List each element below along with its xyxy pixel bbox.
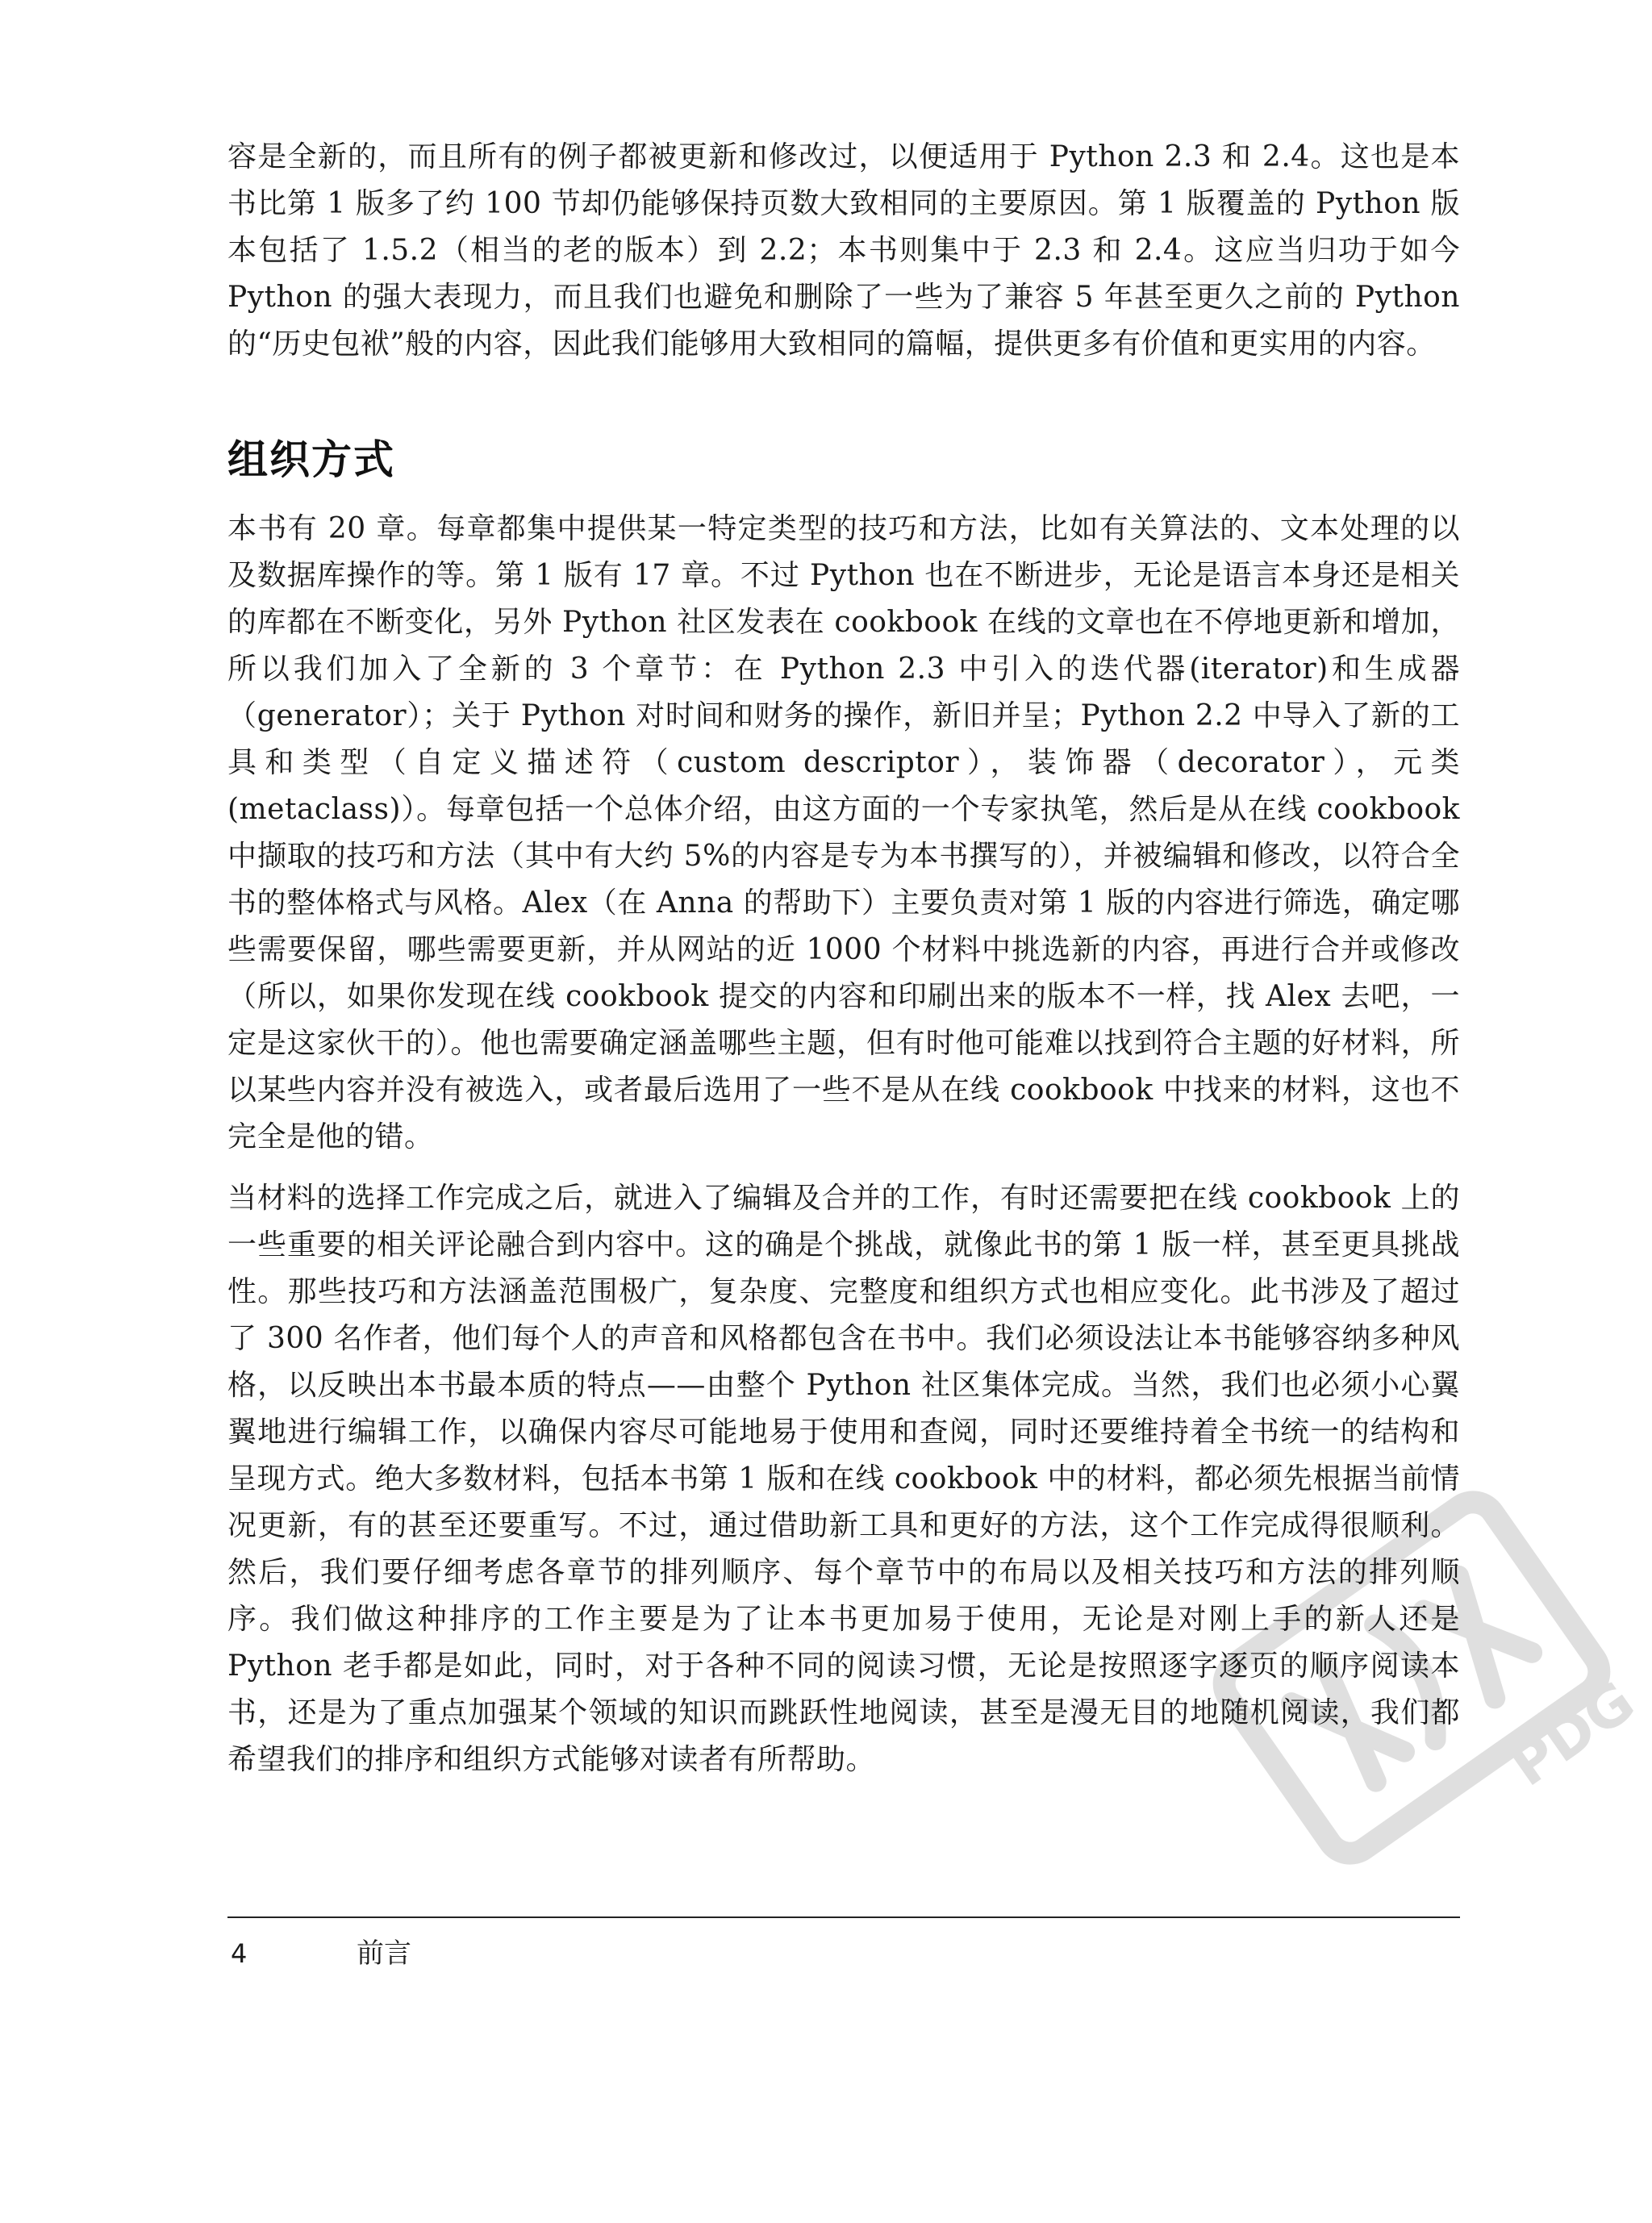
running-footer-title: 前言 [357,1937,411,1970]
section-heading: 组织方式 [227,436,395,483]
paragraph-organization: 本书有 20 章。每章都集中提供某一特定类型的技巧和方法，比如有关算法的、文本处理的以及数据库操作的等。第 1 版有 17 章。不过 Python 也在不断进步，无论是语言本身还是相关的库都在不断变化，另外 Python 社区发表在 cookbook 在线的文章也在不停地更新和增加，所以我们加入了全新的 3 个章节：在 Python 2.3 中引入的迭代器(iterator)和生成器（generator）；关于 Python 对时间和财务的操作，新旧并呈；Python 2.2 中导入了新的工具和类型（自定义描述符（custom descriptor），装饰器（decorator），元类(metaclass)）。每章包括一个总体介绍，由这方面的一个专家执笔，然后是从在线 cookbook 中撷取的技巧和方法（其中有大约 5%的内容是专为本书撰写的），并被编辑和修改，以符合全书的整体格式与风格。Alex（在 Anna 的帮助下）主要负责对第 1 版的内容进行筛选，确定哪些需要保留，哪些需要更新，并从网站的近 1000 个材料中挑选新的内容，再进行合并或修改（所以，如果你发现在线 cookbook 提交的内容和印刷出来的版本不一样，找 Alex 去吧，一定是这家伙干的）。他也需要确定涵盖哪些主题，但有时他可能难以找到符合主题的好材料，所以某些内容并没有被选入，或者最后选用了一些不是从在线 cookbook 中找来的材料，这也不完全是他的错。 [227,512,1460,1153]
paragraph-editing: 当材料的选择工作完成之后，就进入了编辑及合并的工作，有时还需要把在线 cookbook 上的一些重要的相关评论融合到内容中。这的确是个挑战，就像此书的第 1 版一样，甚至更具挑战性。那些技巧和方法涵盖范围极广，复杂度、完整度和组织方式也相应变化。此书涉及了超过了 300 名作者，他们每个人的声音和风格都包含在书中。我们必须设法让本书能够容纳多种风格，以反映出本书最本质的特点——由整个 Python 社区集体完成。当然，我们也必须小心翼翼地进行编辑工作，以确保内容尽可能地易于使用和查阅，同时还要维持着全书统一的结构和呈现方式。绝大多数材料，包括本书第 1 版和在线 cookbook 中的材料，都必须先根据当前情况更新，有的甚至还要重写。不过，通过借助新工具和更好的方法，这个工作完成得很顺利。然后，我们要仔细考虑各章节的排列顺序、每个章节中的布局以及相关技巧和方法的排列顺序。我们做这种排序的工作主要是为了让本书更加易于使用，无论是对刚上手的新人还是 Python 老手都是如此，同时，对于各种不同的阅读习惯，无论是按照逐字逐页的顺序阅读本书，还是为了重点加强某个领域的知识而跳跃性地阅读，甚至是漫无目的地随机阅读，我们都希望我们的排序和组织方式能够对读者有所帮助。 [227,1182,1460,1776]
page-number: 4 [231,1938,248,1969]
watermark-text: PDG [1498,1667,1647,1800]
footer-divider [227,1916,1460,1918]
paragraph-continued: 容是全新的，而且所有的例子都被更新和修改过，以便适用于 Python 2.3 和 2.4。这也是本书比第 1 版多了约 100 节却仍能够保持页数大致相同的主要原因。第 1 版覆盖的 Python 版本包括了 1.5.2（相当的老的版本）到 2.2；本书则集中于 2.3 和 2.4。这应当归功于如今 Python 的强大表现力，而且我们也避免和删除了一些为了兼容 5 年甚至更久之前的 Python 的“历史包袱”般的内容，因此我们能够用大致相同的篇幅，提供更多有价值和更实用的内容。 [227,140,1460,361]
